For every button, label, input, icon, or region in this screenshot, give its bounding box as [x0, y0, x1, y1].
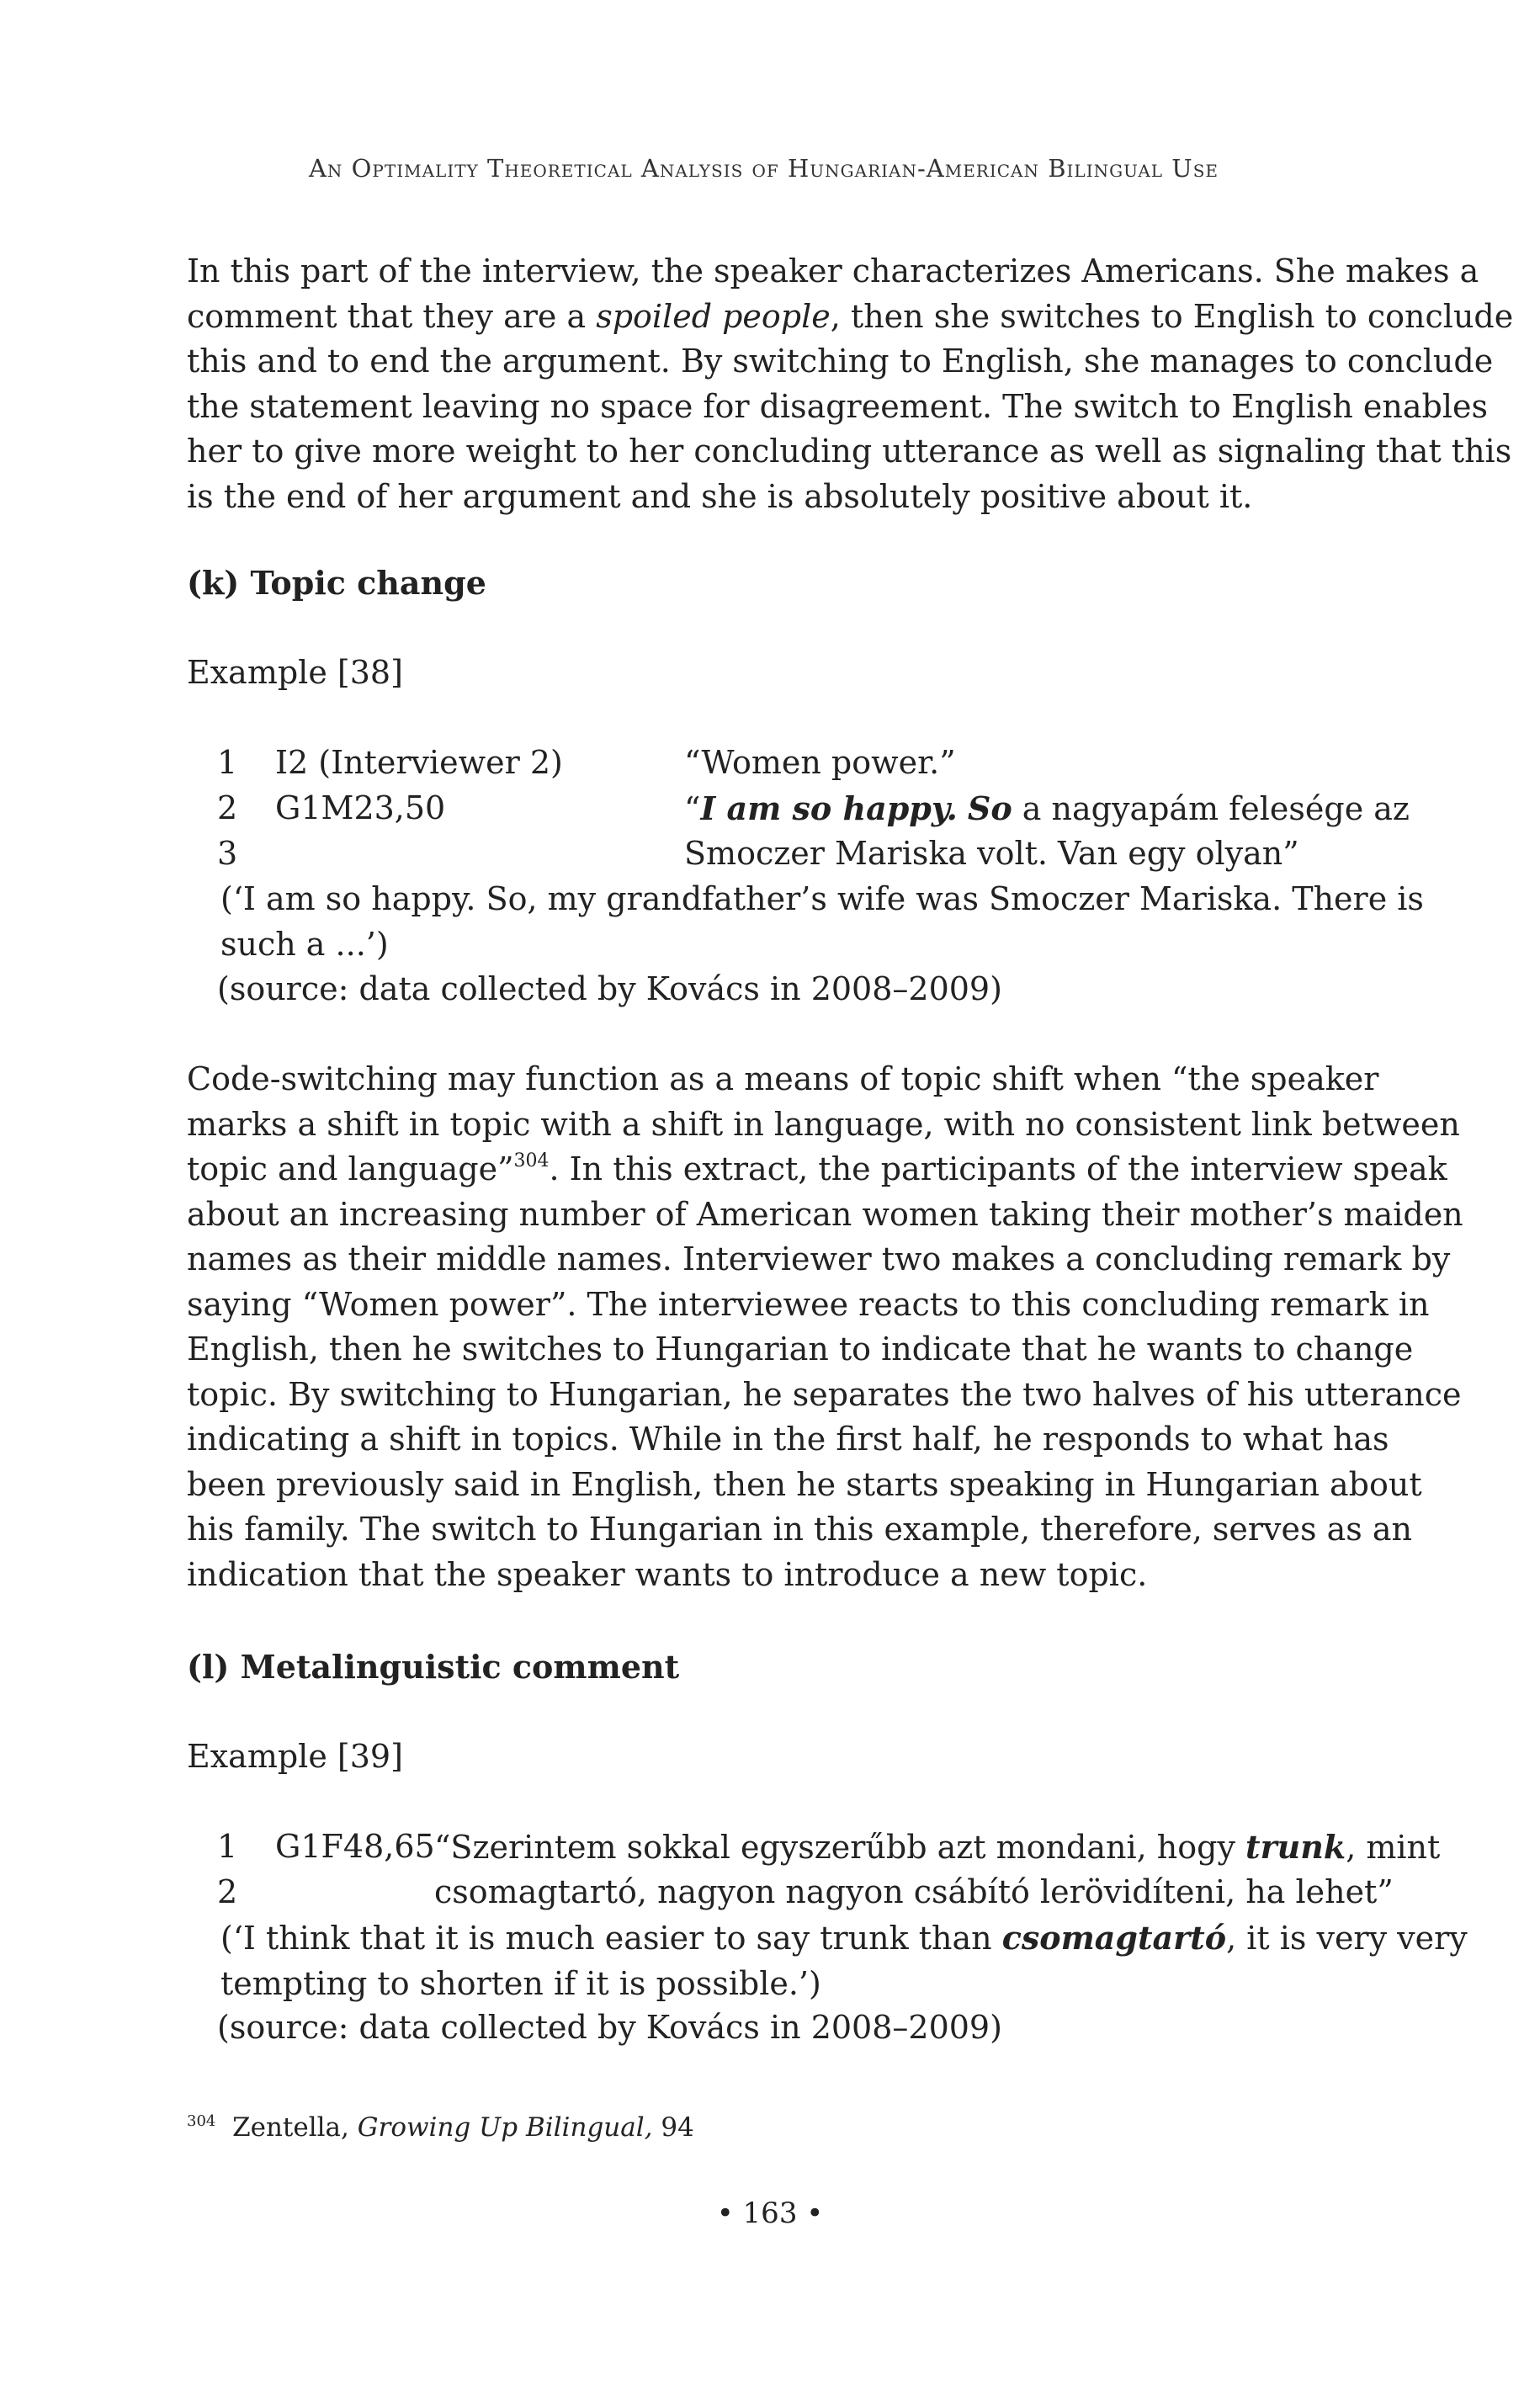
- text-line: about an increasing number of American women taking their mother’s maiden: [187, 1195, 1463, 1233]
- text-line: the statement leaving no space for disagreement. The switch to English enables: [187, 387, 1488, 425]
- paragraph-1: [187, 249, 1514, 519]
- italic-phrase: spoiled people: [596, 297, 831, 335]
- text-line: his family. The switch to Hungarian in this example, therefore, serves as an: [187, 1511, 1412, 1548]
- utterance: csomagtartó, nagyon nagyon csábító lerövidíteni, ha lehet”: [434, 1873, 1394, 1910]
- text-line: Code-switching may function as a means of topic shift when “the speaker: [187, 1060, 1379, 1097]
- text-line: topic. By switching to Hungarian, he separates the two halves of his utterance: [187, 1375, 1462, 1413]
- utterance: Smoczer Mariska volt. Van egy olyan”: [684, 835, 1299, 872]
- text-line: her to give more weight to her concluding utterance as well as signaling that this: [187, 433, 1512, 470]
- line-number: 2: [217, 1873, 238, 1910]
- example-label-38: Example [38]: [187, 654, 403, 691]
- section-heading-k: (k) Topic change: [187, 564, 486, 602]
- line-number: 3: [217, 835, 238, 872]
- line-number: 1: [217, 744, 238, 781]
- speaker-code: G1M23,50: [275, 789, 446, 826]
- example-label-39: Example [39]: [187, 1738, 403, 1775]
- text-line: been previously said in English, then he starts speaking in Hungarian about: [187, 1465, 1422, 1503]
- text-line: comment that they are a spoiled people, then she switches to English to conclude: [187, 297, 1514, 335]
- running-head: An Optimality Theoretical Analysis of Hungarian-American Bilingual Use: [308, 154, 1219, 183]
- translation-38: [220, 877, 1424, 967]
- speaker-code: I2 (Interviewer 2): [275, 744, 563, 781]
- book-title: Growing Up Bilingual,: [357, 2112, 653, 2143]
- text-line: is the end of her argument and she is absolutely positive about it.: [187, 477, 1253, 515]
- text-line: names as their middle names. Interviewer two makes a concluding remark by: [187, 1240, 1451, 1277]
- text-line: this and to end the argument. By switching to English, she manages to conclude: [187, 343, 1494, 380]
- speaker-code: G1F48,65: [275, 1828, 435, 1865]
- utterance: “Women power.”: [684, 744, 956, 781]
- line-number: 1: [217, 1828, 238, 1865]
- utterance: “I am so happy. So a nagyapám felesége az: [684, 789, 1410, 827]
- line-number: 2: [217, 789, 238, 826]
- footnote: $^{304}$ Zentella, Growing Up Bilingual, 94: [187, 2112, 694, 2143]
- page-number: • 163 •: [716, 2196, 824, 2230]
- source-38: (source: data collected by Kovács in 2008–2009): [217, 970, 1002, 1007]
- source-39: (source: data collected by Kovács in 2008–2009): [217, 2009, 1002, 2046]
- section-heading-l: (l) Metalinguistic comment: [187, 1648, 680, 1686]
- text-line: marks a shift in topic with a shift in language, with no consistent link between: [187, 1105, 1460, 1143]
- text-line: indication that the speaker wants to introduce a new topic.: [187, 1555, 1148, 1593]
- text-line: topic and language”$^{304}$. In this extract, the participants of the interview speak: [187, 1150, 1447, 1187]
- text-line: English, then he switches to Hungarian to indicate that he wants to change: [187, 1331, 1414, 1368]
- translation-line: (‘I think that it is much easier to say trunk than csomagtartó, it is very very: [220, 1919, 1468, 1957]
- translation-line: tempting to shorten if it is possible.’): [220, 1964, 821, 2002]
- translation-line: (‘I am so happy. So, my grandfather’s wife was Smoczer Mariska. There is: [220, 880, 1424, 917]
- utterance: “Szerintem sokkal egyszerűbb azt mondani, hogy trunk, mint: [434, 1828, 1441, 1866]
- text-line: In this part of the interview, the speaker characterizes Americans. She makes a: [187, 252, 1479, 289]
- footnote-number: 304: [187, 2112, 216, 2130]
- text-line: indicating a shift in topics. While in the first half, he responds to what has: [187, 1421, 1389, 1458]
- footnote-ref: 304: [513, 1150, 550, 1171]
- translation-39: [220, 1915, 1468, 2006]
- text-line: saying “Women power”. The interviewee reacts to this concluding remark in: [187, 1285, 1430, 1323]
- translation-line: such a ...’): [220, 925, 389, 963]
- paragraph-2: [187, 1057, 1463, 1597]
